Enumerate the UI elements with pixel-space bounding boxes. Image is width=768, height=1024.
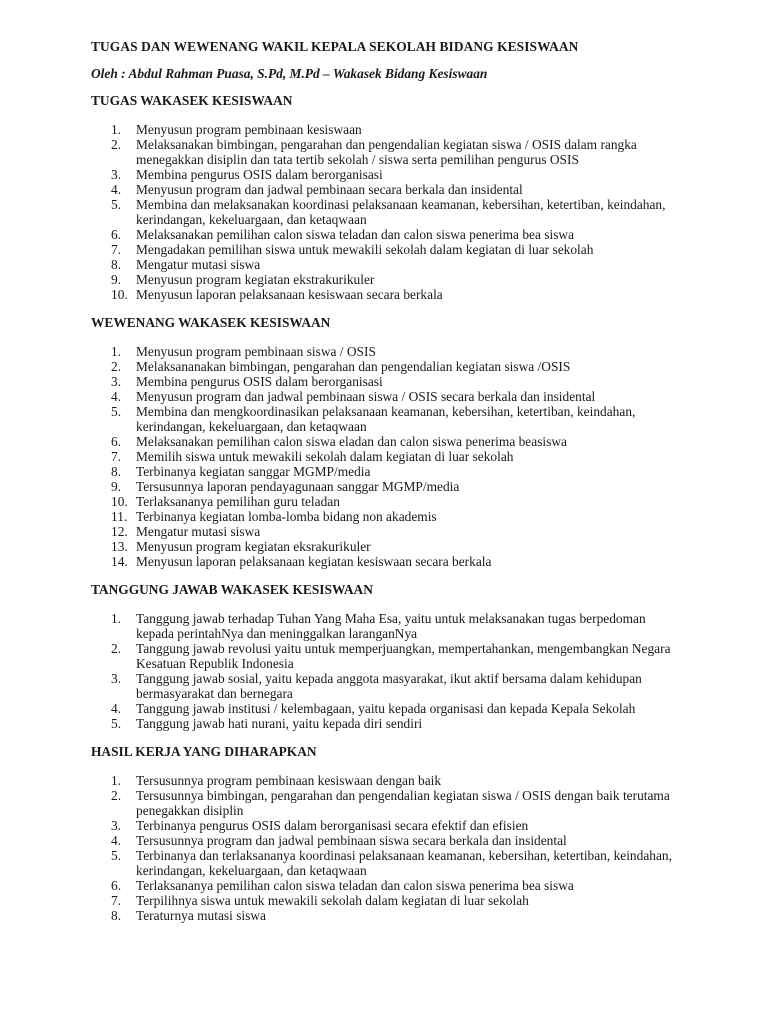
- list-item-number: 11.: [111, 509, 128, 524]
- list-item-text: Menyusun laporan pelaksanaan kegiatan kesiswaan secara berkala: [136, 554, 492, 569]
- list-item-text: Membina pengurus OSIS dalam berorganisasi: [136, 374, 383, 389]
- list-item-number: 2.: [111, 359, 122, 374]
- list-item-number: 3.: [111, 818, 122, 833]
- section-heading-hasil-kerja: HASIL KERJA YANG DIHARAPKAN: [91, 744, 317, 759]
- list-item: [91, 182, 678, 197]
- list-item: [91, 227, 678, 242]
- list-item-text: Mengadakan pemilihan siswa untuk mewakili sekolah dalam kegiatan di luar sekolah: [136, 242, 594, 257]
- author-line: Oleh : Abdul Rahman Puasa, S.Pd, M.Pd – Wakasek Bidang Kesiswaan: [91, 66, 488, 81]
- list-item: [91, 464, 678, 479]
- list-item-text: Membina pengurus OSIS dalam berorganisasi: [136, 167, 383, 182]
- list-item: [91, 257, 678, 272]
- list-item: [91, 539, 678, 554]
- list-item-number: 1.: [111, 611, 122, 626]
- list-item: [91, 908, 678, 923]
- list-item-text: Menyusun program kegiatan ekstrakurikuler: [136, 272, 375, 287]
- list-item-number: 12.: [111, 524, 128, 539]
- list-item: [91, 524, 678, 539]
- list-item-number: 5.: [111, 716, 122, 731]
- list-item: [91, 716, 678, 731]
- list-item-text: Tanggung jawab terhadap Tuhan Yang Maha Esa, yaitu untuk melaksanakan tugas berpedoman kepada perintahNya dan meninggalkan laranganNya: [136, 611, 646, 641]
- list-item: [91, 479, 678, 494]
- list-item: [91, 167, 678, 182]
- list-item: [91, 893, 678, 908]
- list-item: [91, 344, 678, 359]
- list-item: [91, 287, 678, 302]
- list-item-number: 2.: [111, 788, 122, 803]
- list-item: [91, 818, 678, 833]
- section-list-wewenang: [91, 344, 678, 569]
- list-item-number: 5.: [111, 197, 122, 212]
- list-item-text: Terbinanya dan terlaksananya koordinasi pelaksanaan keamanan, kebersihan, ketertiban, keindahan, kerindangan, kekeluargaan, dan ketaqwaan: [136, 848, 672, 878]
- list-item-number: 7.: [111, 449, 122, 464]
- list-item: [91, 434, 678, 449]
- section-list-tugas: [91, 122, 678, 302]
- list-item-number: 7.: [111, 242, 122, 257]
- list-item-text: Menyusun program pembinaan kesiswaan: [136, 122, 362, 137]
- list-item-number: 6.: [111, 878, 122, 893]
- list-item-text: Menyusun program kegiatan eksrakurikuler: [136, 539, 371, 554]
- list-item-number: 10.: [111, 494, 128, 509]
- list-item-number: 5.: [111, 848, 122, 863]
- list-item-text: Tersusunnya program dan jadwal pembinaan siswa secara berkala dan insidental: [136, 833, 567, 848]
- list-item: [91, 272, 678, 287]
- list-item-text: Menyusun program dan jadwal pembinaan secara berkala dan insidental: [136, 182, 523, 197]
- list-item-number: 3.: [111, 167, 122, 182]
- list-item-text: Membina dan melaksanakan koordinasi pelaksanaan keamanan, kebersihan, ketertiban, keindahan, kerindangan, kekeluargaan, dan ketaqwaan: [136, 197, 666, 227]
- section-heading-wewenang: WEWENANG WAKASEK KESISWAAN: [91, 315, 331, 330]
- list-item-number: 2.: [111, 641, 122, 656]
- list-item-text: Melaksanakan pemilihan calon siswa teladan dan calon siswa penerima bea siswa: [136, 227, 575, 242]
- list-item: [91, 833, 678, 848]
- sections-container: [91, 92, 678, 923]
- list-item: [91, 848, 678, 878]
- list-item-number: 8.: [111, 908, 122, 923]
- section-list-hasil-kerja: [91, 773, 678, 923]
- list-item-number: 14.: [111, 554, 128, 569]
- document-title: TUGAS DAN WEWENANG WAKIL KEPALA SEKOLAH BIDANG KESISWAAN: [91, 39, 579, 54]
- list-item: [91, 137, 678, 167]
- list-item-text: Mengatur mutasi siswa: [136, 257, 261, 272]
- list-item-number: 10.: [111, 287, 128, 302]
- list-item: [91, 554, 678, 569]
- list-item-text: Menyusun program dan jadwal pembinaan siswa / OSIS secara berkala dan insidental: [136, 389, 596, 404]
- list-item: [91, 197, 678, 227]
- list-item-text: Terbinanya kegiatan lomba-lomba bidang non akademis: [136, 509, 437, 524]
- list-item-number: 3.: [111, 671, 122, 686]
- list-item-text: Menyusun laporan pelaksanaan kesiswaan secara berkala: [136, 287, 443, 302]
- list-item-text: Terlaksananya pemilihan guru teladan: [136, 494, 340, 509]
- list-item-number: 8.: [111, 257, 122, 272]
- list-item-number: 1.: [111, 773, 122, 788]
- list-item-number: 9.: [111, 479, 122, 494]
- list-item-number: 5.: [111, 404, 122, 419]
- list-item-number: 8.: [111, 464, 122, 479]
- list-item: [91, 878, 678, 893]
- list-item: [91, 374, 678, 389]
- list-item-text: Terpilihnya siswa untuk mewakili sekolah dalam kegiatan di luar sekolah: [136, 893, 529, 908]
- list-item-text: Tersusunnya bimbingan, pengarahan dan pengendalian kegiatan siswa / OSIS dengan baik terutama penegakkan disiplin: [136, 788, 670, 818]
- list-item-text: Melaksananakan bimbingan, pengarahan dan pengendalian kegiatan siswa /OSIS: [136, 359, 571, 374]
- list-item-text: Memilih siswa untuk mewakili sekolah dalam kegiatan di luar sekolah: [136, 449, 514, 464]
- list-item: [91, 773, 678, 788]
- section-list-tanggung-jawab: [91, 611, 678, 731]
- list-item-number: 1.: [111, 344, 122, 359]
- list-item-text: Tersusunnya laporan pendayagunaan sanggar MGMP/media: [136, 479, 460, 494]
- list-item-number: 4.: [111, 701, 122, 716]
- list-item-text: Teraturnya mutasi siswa: [136, 908, 266, 923]
- list-item: [91, 611, 678, 641]
- list-item-text: Menyusun program pembinaan siswa / OSIS: [136, 344, 376, 359]
- list-item-text: Melaksanakan bimbingan, pengarahan dan pengendalian kegiatan siswa / OSIS dalam rangka menegakkan disiplin dan tata tertib sekolah / siswa serta pemilihan pengurus OSIS: [136, 137, 637, 167]
- list-item-text: Mengatur mutasi siswa: [136, 524, 261, 539]
- list-item: [91, 449, 678, 464]
- list-item-number: 3.: [111, 374, 122, 389]
- list-item-number: 4.: [111, 389, 122, 404]
- list-item-number: 7.: [111, 893, 122, 908]
- list-item-number: 6.: [111, 227, 122, 242]
- list-item: [91, 359, 678, 374]
- list-item-text: Terlaksananya pemilihan calon siswa teladan dan calon siswa penerima bea siswa: [136, 878, 574, 893]
- list-item-text: Tanggung jawab sosial, yaitu kepada anggota masyarakat, ikut aktif bersama dalam kehidupan bermasyarakat dan bernegara: [136, 671, 642, 701]
- list-item-text: Terbinanya kegiatan sanggar MGMP/media: [136, 464, 371, 479]
- list-item-text: Membina dan mengkoordinasikan pelaksanaan keamanan, kebersihan, ketertiban, keindahan, kerindangan, kekeluargaan, dan ketaqwaan: [136, 404, 636, 434]
- list-item: [91, 122, 678, 137]
- list-item-number: 9.: [111, 272, 122, 287]
- list-item-text: Tersusunnya program pembinaan kesiswaan dengan baik: [136, 773, 442, 788]
- list-item-number: 4.: [111, 182, 122, 197]
- list-item-text: Tanggung jawab revolusi yaitu untuk memperjuangkan, mempertahankan, mengembangkan Negara Kesatuan Republik Indonesia: [136, 641, 671, 671]
- list-item: [91, 494, 678, 509]
- list-item-text: Terbinanya pengurus OSIS dalam berorganisasi secara efektif dan efisien: [136, 818, 529, 833]
- list-item-number: 2.: [111, 137, 122, 152]
- list-item: [91, 701, 678, 716]
- list-item-number: 13.: [111, 539, 128, 554]
- list-item: [91, 242, 678, 257]
- list-item: [91, 671, 678, 701]
- section-heading-tanggung-jawab: TANGGUNG JAWAB WAKASEK KESISWAAN: [91, 582, 373, 597]
- list-item-number: 1.: [111, 122, 122, 137]
- list-item: [91, 509, 678, 524]
- list-item-text: Tanggung jawab institusi / kelembagaan, yaitu kepada organisasi dan kepada Kepala Sekolah: [136, 701, 636, 716]
- list-item-number: 4.: [111, 833, 122, 848]
- section-heading-tugas: TUGAS WAKASEK KESISWAAN: [91, 93, 293, 108]
- list-item: [91, 389, 678, 404]
- list-item-text: Tanggung jawab hati nurani, yaitu kepada diri sendiri: [136, 716, 423, 731]
- list-item-number: 6.: [111, 434, 122, 449]
- list-item: [91, 788, 678, 818]
- list-item: [91, 641, 678, 671]
- list-item: [91, 404, 678, 434]
- list-item-text: Melaksanakan pemilihan calon siswa eladan dan calon siswa penerima beasiswa: [136, 434, 567, 449]
